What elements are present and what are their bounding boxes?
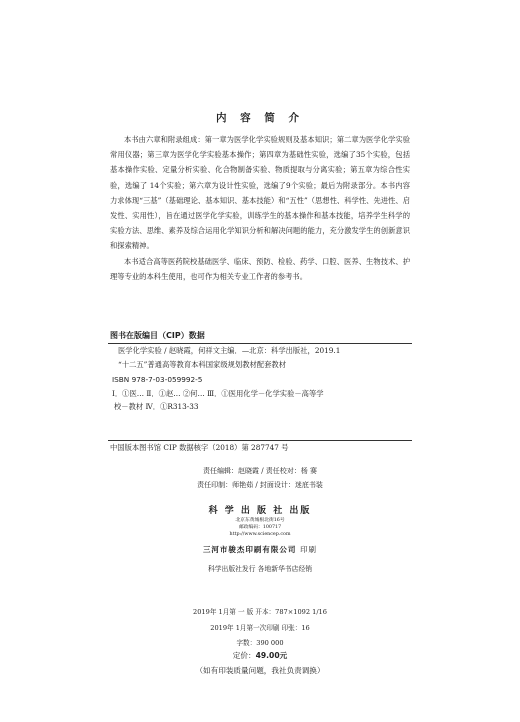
price-label: 定价：: [232, 651, 256, 660]
cip-line: Ⅰ．①医… Ⅱ．①赵… ②何… Ⅲ．①医用化学－化学实验－高等学: [112, 388, 324, 398]
staff-editors: 责任编辑：赵晓霞 / 责任校对：杨 赛: [202, 467, 318, 475]
cip-line: 医学化学实验 / 赵晓霞，何祥文主编．—北京：科学出版社，2019.1: [118, 346, 341, 355]
summary-text: [110, 132, 410, 284]
printer-suffix: 印刷: [300, 545, 318, 554]
printing-info: 2019年 1月第一次印刷 印张：16: [210, 624, 310, 632]
summary-paragraph: 本书适合高等医药院校基础医学、临床、预防、检验、药学、口腔、医养、生物技术、护理等专业的本科生使用，也可作为相关专业工作者的参考书。: [110, 256, 410, 281]
cip-line: “十二五”普通高等教育本科国家级规划教材配套教材: [118, 359, 286, 369]
isbn: ISBN 978-7-03-059992-5: [112, 375, 203, 384]
quality-note: （如有印装质量问题，我社负责调换）: [195, 666, 325, 675]
printer-name: 三河市骏杰印刷有限公司: [202, 545, 297, 554]
printer-line: [0, 544, 520, 555]
publisher-website: http://www.sciencep.com: [229, 532, 291, 537]
price: [0, 650, 520, 661]
summary-paragraph: 本书由六章和附录组成：第一章为医学化学实验规则及基本知识；第二章为医学化学实验常用仪器；第三章为医学化学实验基本操作；第四章为基础性实验，选编了35个实验，包括基本操作实验、定量分析实验、化合物制备实验、物质提取与分离实验；第五章为综合性实验，选编了 14个实验；第六章为设计性实验，选编了9个实验；最后为附录部分。本书内容力求体现“三基”（基础理论、基本知识、基本技能）和“五性”（思想性、科学性、先进性、启发性、实用性），旨在通过医学化学实验，训练学生的基本操作和基本技能，培养学生科学的实验方法、思维、素养及综合运用化学知识分析和解决问题的能力，充分激发学生的创新意识和探索精神。: [110, 135, 410, 251]
cip-line: 校－教材 Ⅳ．①R313-33: [114, 402, 199, 411]
edition-info: 2019年 1月第 一 版 开本：787×1092 1/16: [193, 608, 327, 616]
staff-production: 责任印制：师艳茹 / 封面设计：迷底书装: [197, 481, 323, 489]
publisher-address: 北京东黄城根北街16号: [235, 518, 285, 523]
cip-number: 中国版本图书馆 CIP 数据核字（2018）第 287747 号: [110, 443, 289, 452]
distribution: 科学出版社发行 各地新华书店经销: [207, 565, 313, 573]
summary-title: 内 容 简 介: [216, 112, 304, 124]
publisher-name: 科 学 出 版 社 出版: [208, 506, 312, 516]
cip-record: [108, 343, 412, 441]
publisher-postcode: 邮政编码：100717: [238, 525, 282, 530]
word-count: 字数：390 000: [236, 639, 284, 647]
cip-title: 图书在版编目（CIP）数据: [110, 331, 205, 340]
price-value: 49.00元: [255, 651, 288, 660]
